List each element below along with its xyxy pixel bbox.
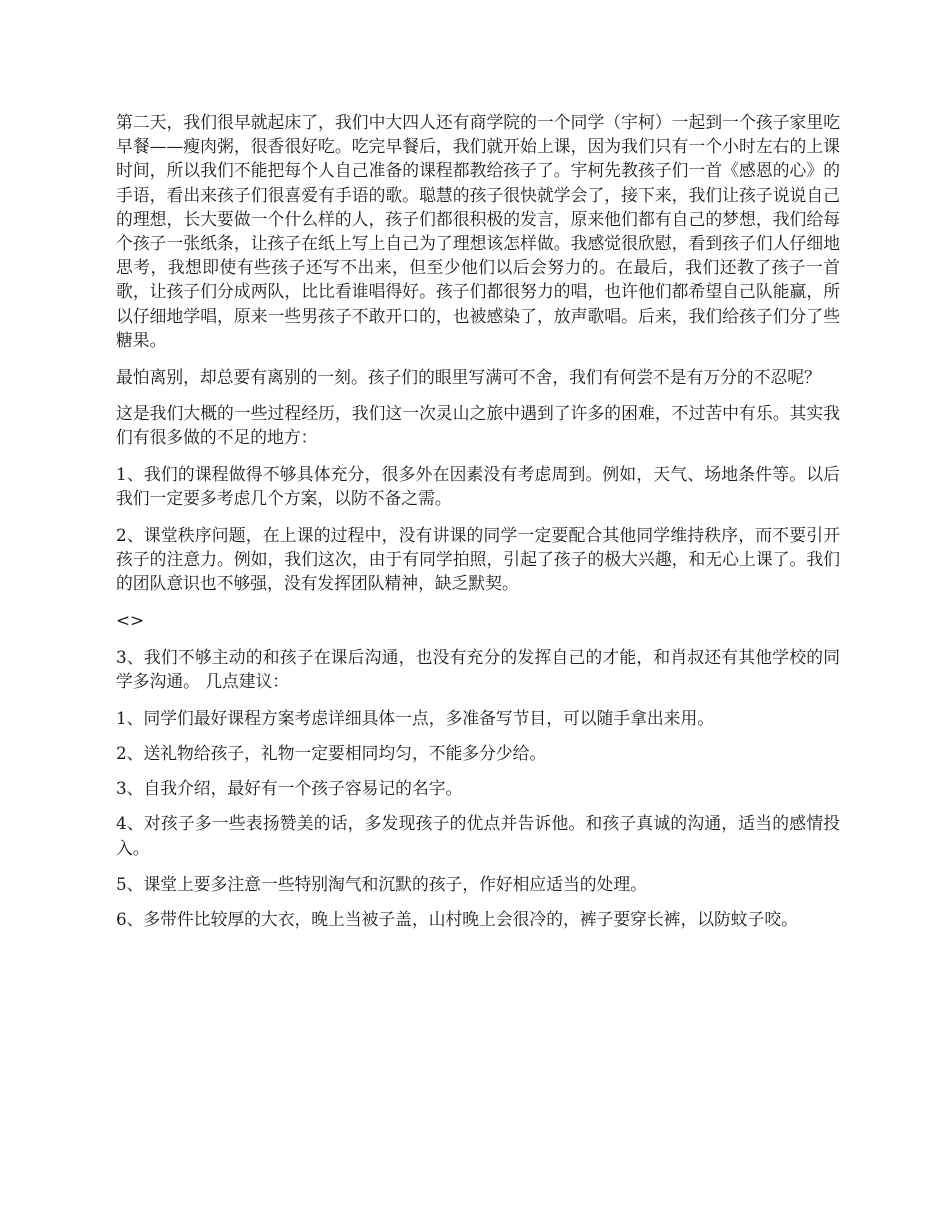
paragraph-summary: 这是我们大概的一些过程经历，我们这一次灵山之旅中遇到了许多的困难，不过苦中有乐。其实我们有很多做的不足的地方： <box>116 403 840 448</box>
paragraph-suggestion-6: 6、多带件比较厚的大衣，晚上当被子盖，山村晚上会很冷的，裤子要穿长裤，以防蚊子咬。 <box>116 909 798 930</box>
paragraph-morning-class: 第二天，我们很早就起床了，我们中大四人还有商学院的一个同学（宇柯）一起到一个孩子家里吃早餐——瘦肉粥，很香很好吃。吃完早餐后，我们就开始上课，因为我们只有一个小时左右的上课时间，所以我们不能把每个人自己准备的课程都教给孩子了。宇柯先教孩子们一首《感恩的心》的手语，看出来孩子们很喜爱有手语的歌。聪慧的孩子很快就学会了，接下来，我们让孩子说说自己的理想，长大要做一个什么样的人，孩子们都很积极的发言，原来他们都有自己的梦想，我们给每个孩子一张纸条，让孩子在纸上写上自己为了理想该怎样做。我感觉很欣慰，看到孩子们人仔细地思考，我想即使有些孩子还写不出来，但至少他们以后会努力的。在最后，我们还教了孩子一首歌，让孩子们分成两队，比比看谁唱得好。孩子们都很努力的唱，也许他们都希望自己队能赢，所以仔细地学唱，原来一些男孩子不敢开口的，也被感染了，放声歌唱。后来，我们给孩子们分了些糖果。 <box>116 112 840 350</box>
paragraph-shortcoming-2: 2、课堂秩序问题，在上课的过程中，没有讲课的同学一定要配合其他同学维持秩序，而不要引开孩子的注意力。例如，我们这次，由于有同学拍照，引起了孩子的极大兴趣，和无心上课了。我们的团队意识也不够强，没有发挥团队精神，缺乏默契。 <box>116 525 840 594</box>
paragraph-suggestion-4: 4、对孩子多一些表扬赞美的话，多发现孩子的优点并告诉他。和孩子真诚的沟通，适当的感情投入。 <box>116 813 840 858</box>
paragraph-shortcoming-3: 3、我们不够主动的和孩子在课后沟通，也没有充分的发挥自己的才能，和肖叔还有其他学校的同学多沟通。 几点建议： <box>116 646 840 692</box>
paragraph-shortcoming-1: 1、我们的课程做得不够具体充分，很多外在因素没有考虑周到。例如，天气、场地条件等。以后我们一定要多考虑几个方案，以防不备之需。 <box>116 464 840 509</box>
paragraph-suggestion-1: 1、同学们最好课程方案考虑详细具体一点，多准备写节目，可以随手拿出来用。 <box>116 707 715 728</box>
paragraph-suggestion-5: 5、课堂上要多注意一些特别淘气和沉默的孩子，作好相应适当的处理。 <box>116 874 647 895</box>
paragraph-suggestion-3: 3、自我介绍，最好有一个孩子容易记的名字。 <box>116 778 463 799</box>
paragraph-separator: <> <box>116 610 145 631</box>
paragraph-suggestion-2: 2、送礼物给孩子，礼物一定要相同均匀，不能多分少给。 <box>116 742 547 763</box>
paragraph-farewell: 最怕离别，却总要有离别的一刻。孩子们的眼里写满可不舍，我们有何尝不是有万分的不忍呢？ <box>116 366 821 387</box>
document-body <box>116 110 840 944</box>
